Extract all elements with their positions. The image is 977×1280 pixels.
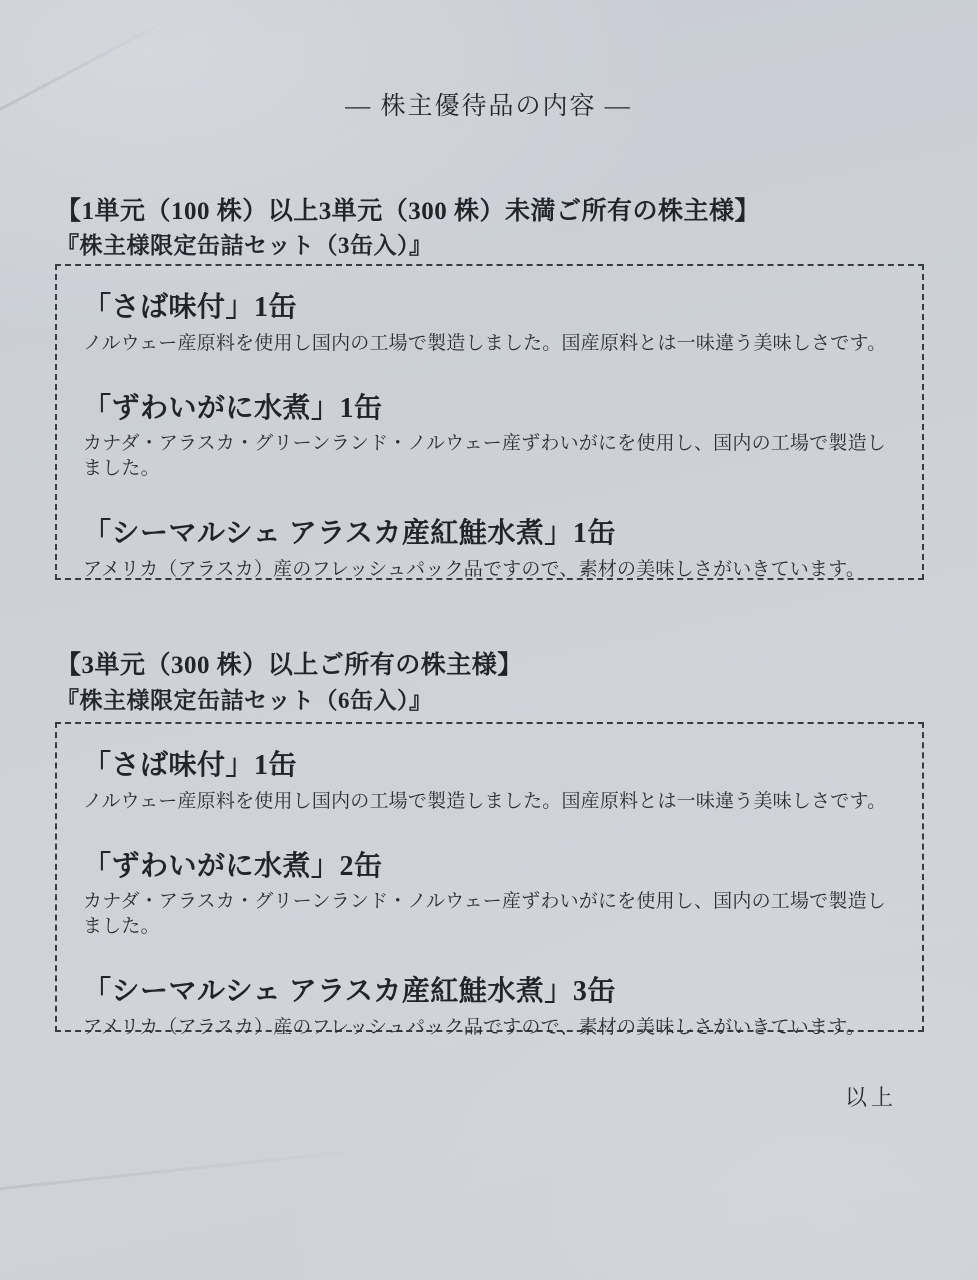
item-description: カナダ・アラスカ・グリーンランド・ノルウェー産ずわいがにを使用し、国内の工場で製造しました。 (83, 891, 886, 938)
item-name: 「さば味付」1缶 (83, 750, 298, 781)
item-name: 「ずわいがに水煮」1缶 (83, 392, 383, 424)
section-1-subheading: 『株主様限定缶詰セット（3缶入）』 (56, 233, 433, 258)
section-2-heading: 【3単元（300 株）以上ご所有の株主様】 (56, 652, 523, 679)
page-title: ― 株主優待品の内容 ― (345, 93, 632, 120)
benefit-box-6cans (55, 722, 924, 1039)
benefit-item (83, 517, 904, 582)
item-description: カナダ・アラスカ・グリーンランド・ノルウェー産ずわいがにを使用し、国内の工場で製造しました。 (83, 433, 886, 480)
section-1-heading: 【1単元（100 株）以上3単元（300 株）未満ご所有の株主様】 (56, 198, 761, 225)
item-name: 「さば味付」1缶 (83, 292, 298, 323)
benefit-item (83, 392, 904, 482)
benefit-box-3cans (55, 264, 924, 580)
item-description: ノルウェー産原料を使用し国内の工場で製造しました。国産原料とは一味違う美味しさです。 (83, 332, 887, 354)
benefit-item (83, 850, 904, 940)
item-description: ノルウェー産原料を使用し国内の工場で製造しました。国産原料とは一味違う美味しさです。 (83, 790, 887, 812)
item-description: アメリカ（アラスカ）産のフレッシュパック品ですので、素材の美味しさがいきています。 (83, 559, 866, 581)
benefit-item (83, 749, 904, 814)
paper-crease (0, 1141, 439, 1192)
item-name: 「シーマルシェ アラスカ産紅鮭水煮」3缶 (83, 976, 616, 1008)
closing-text: 以上 (844, 1085, 897, 1110)
benefit-item (83, 291, 904, 356)
benefit-item (83, 975, 904, 1040)
item-name: 「ずわいがに水煮」2缶 (83, 850, 383, 882)
item-name: 「シーマルシェ アラスカ産紅鮭水煮」1缶 (83, 518, 616, 550)
item-description: アメリカ（アラスカ）産のフレッシュパック品ですので、素材の美味しさがいきています。 (83, 1017, 866, 1039)
section-2-subheading: 『株主様限定缶詰セット（6缶入）』 (56, 688, 433, 713)
